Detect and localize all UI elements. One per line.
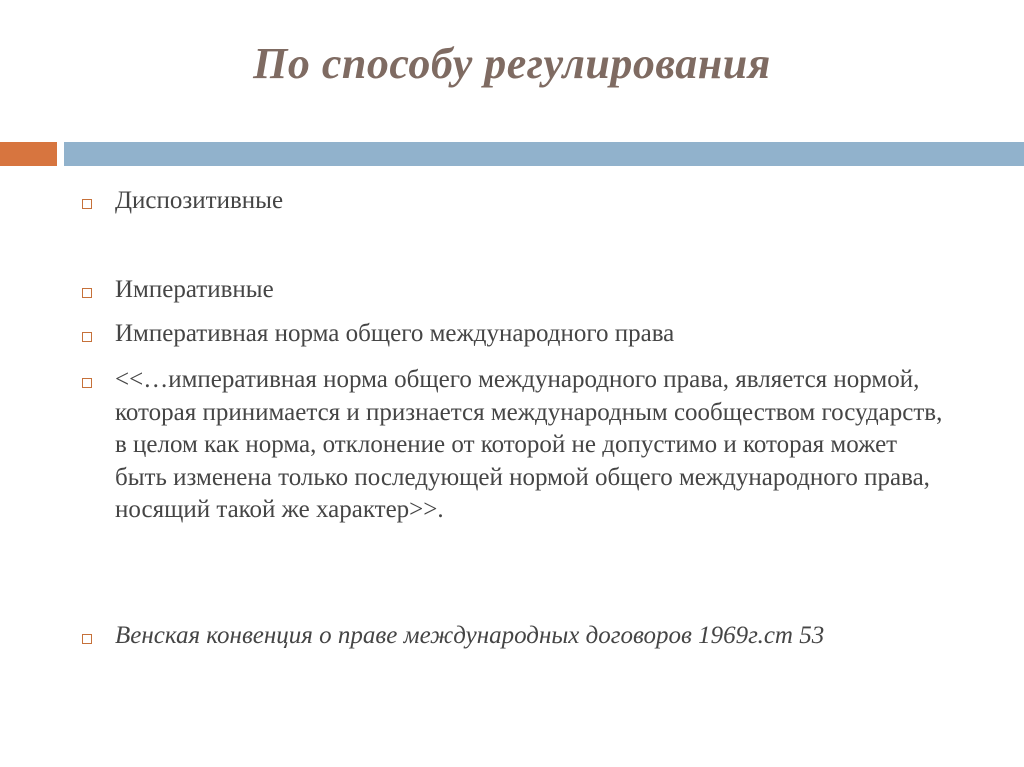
bullet-text: Диспозитивные bbox=[115, 187, 284, 214]
square-bullet-icon bbox=[82, 199, 92, 209]
bullet-item-dispositive bbox=[80, 185, 980, 218]
blue-accent-bar bbox=[64, 142, 1024, 166]
bullet-text: Императивная норма общего международного права bbox=[115, 320, 675, 347]
slide-title: По способу регулирования bbox=[253, 39, 771, 88]
bullet-text: <<…императивная норма общего международного права, является нормой, которая принимается и признается международным сообществом государств, в целом как норма, отклонение от которой не допустимо и которая может быть изменена только последующей нормой общего международного права, носящий такой же характер>>. bbox=[115, 366, 943, 523]
bullet-item-definition-quote bbox=[80, 364, 980, 527]
bullet-item-imperative bbox=[80, 274, 980, 307]
bullet-text: Венская конвенция о праве международных договоров 1969г.ст 53 bbox=[115, 622, 825, 649]
orange-accent-bar bbox=[0, 142, 57, 166]
square-bullet-icon bbox=[82, 634, 92, 644]
bullet-item-vienna-convention bbox=[80, 620, 980, 653]
bullet-item-imperative-norm bbox=[80, 318, 980, 351]
square-bullet-icon bbox=[82, 288, 92, 298]
square-bullet-icon bbox=[82, 332, 92, 342]
bullet-text: Императивные bbox=[115, 276, 274, 303]
square-bullet-icon bbox=[82, 378, 92, 388]
